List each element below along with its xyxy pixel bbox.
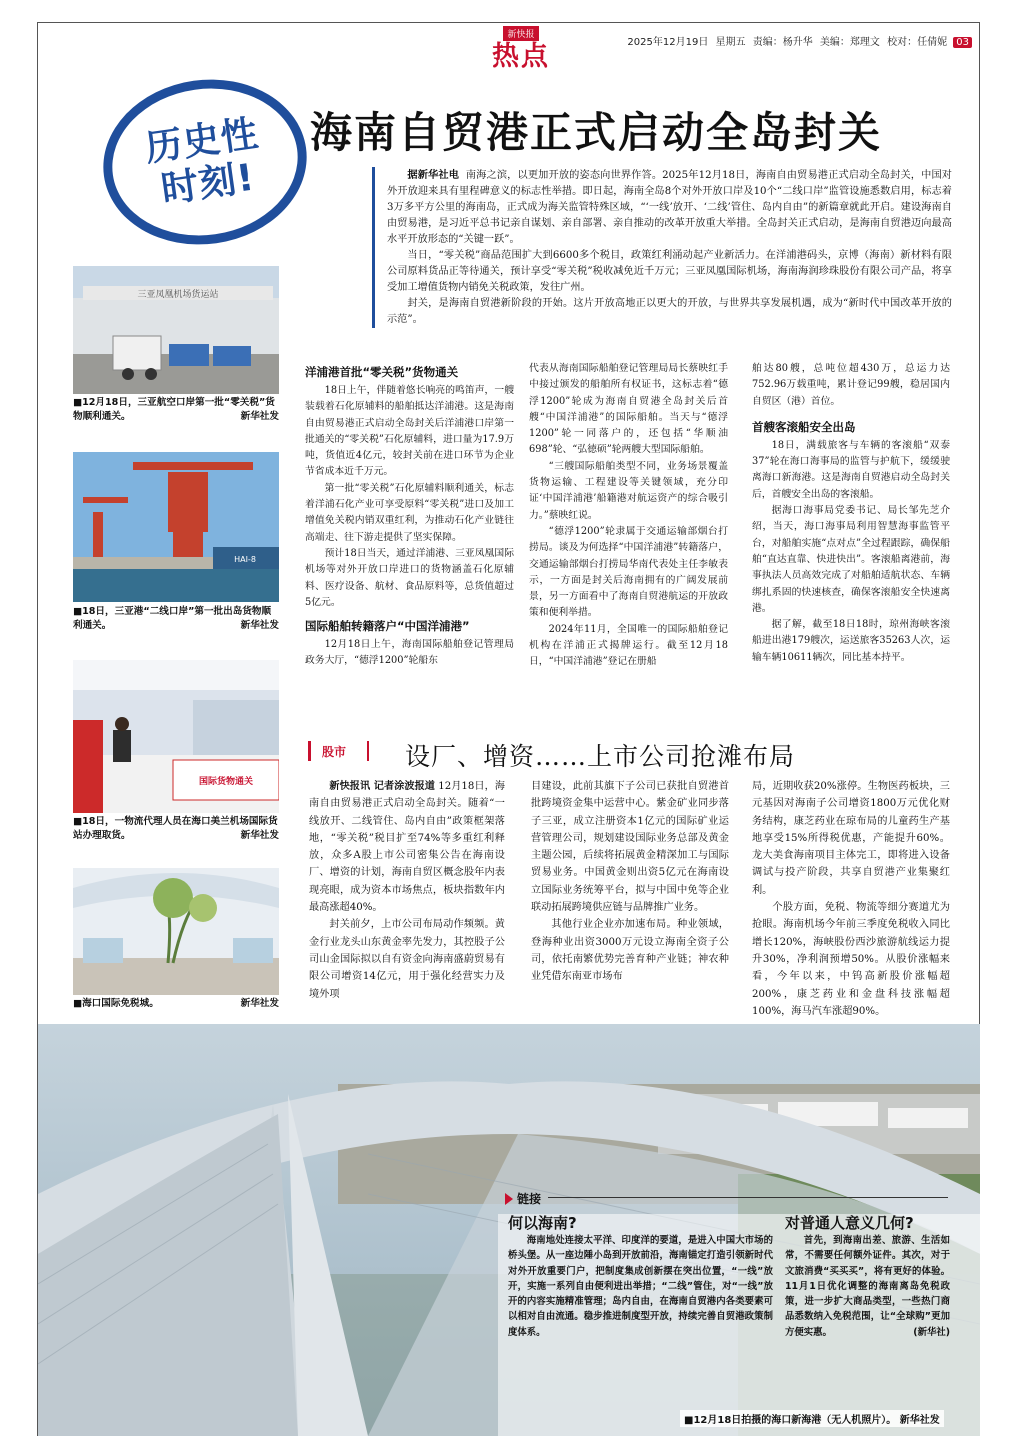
issue-weekday: 星期五 <box>715 37 746 48</box>
section-brand <box>490 22 552 73</box>
lead-article <box>372 167 952 328</box>
article-column-2: 代表从海南国际船舶登记管理局局长蔡映红手中接过颁发的船舶所有权证书，这标志着“德浮1200”轮成为海南自贸港全岛封关后首艘“中国洋浦港”的国际船舶。当天与“德浮1200”轮一同落户的，还包括“华顺油698”轮、“弘徳硕”轮两艘大型国际船舶。 “三艘国际船舶类型不同，业务场景覆盖货物运输、工程建设等关键领域，充分印证‘中国洋浦港’船籍港对航运资产的综合吸引力。”蔡映红说。 “德浮1200”轮隶属于交通运输部烟台打捞局。谈及为何选择“中国洋浦港”转籍落户，交通运输部烟台打捞局华南代表处主任李敏表示，一方面是封关后海南拥有的广阔发展前景，另一方面看中了海南自贸港航运的开放政策和便利举措。 2024年11月，全国唯一的国际船舶登记机构在洋浦正式揭牌运行。截至12月18日，“中国洋浦港”登记在册船 <box>529 363 728 668</box>
lead-paragraph-3: 封关，是海南自贸港新阶段的开始。这片开放高地正以更大的开放，与世界共享发展机遇，成为“新时代中国改革开放的示范”。 <box>387 298 952 325</box>
article-column-3: 舶达80艘，总吨位超430万，总运力达752.96万载重吨，累计登记99艘，稳居国内自贸区（港）首位。 首艘客滚船安全出岛 18日，满载旅客与车辆的客滚船“双泰37”轮在海口海事局的监管与护航下，缓缓驶离海口新海港。这是海南自贸港启动全岛封关后，首艘安全出岛的客滚船。 据海口海事局党委书记、局长邹先芝介绍，当天，海口海事局利用智慧海事监管平台，对船舶实施“点对点”全过程跟踪，确保船舶“直达直靠、快进快出”。客滚船离港前，海事执法人员高效完成了对船舶适航状态、车辆绑扎系固的快速核查，确保客滚船安全快速离港。 据了解，截至18日18时，琼州海峡客滚船进出港179艘次，运送旅客35263人次，运输车辆10611辆次，同比基本持平。 <box>752 363 950 663</box>
photo-sanya-airport <box>73 266 279 394</box>
airport-sign-text: 三亚凤凰机场货运站 <box>137 290 219 300</box>
market-column-2: 目建设，此前其旗下子公司已获批自贸港首批跨境资金集中运营中心。紫金矿业同步落子三亚，成立注册资本1亿元的国际矿业运营管理公司，规划建设国际业务总部及黄金主题公园，后续将拓展黄金精深加工与国际贸易业务。中国黄金则出资5亿元在海南设立国际业务统筹平台，拟与中国中免等企业联动拓展跨境供应链与品牌推广业务。 其他行业企业亦加速布局。种业领域，登海种业出资3000万元设立海南全资子公司，依托南繁优势完善育种产业链；神农种业凭借东南亚市场布 <box>531 781 729 983</box>
main-headline: 海南自贸港正式启动全岛封关 <box>310 108 883 157</box>
market-bar-right <box>367 741 369 761</box>
proof-credit: 校对：任倩妮 <box>887 37 948 48</box>
caption-xinhai-port: ■12月18日拍摄的海口新海港（无人机照片）。 新华社发 <box>680 1410 944 1427</box>
lead-source: 据新华社电 <box>407 169 460 181</box>
answer-meaning-for-people: 首先，到海南出差、旅游、生活如常，不需要任何额外证件。其次，对于文旅消费“买买买”，将有更好的体验。11月1日优化调整的海南离岛免税政策，进一步扩大商品类型，一些热门商品悉数纳入免税范围，让“全球购”更加方便实惠。 (新华社) <box>785 1233 950 1340</box>
badge-line-1: 历史性 <box>142 111 262 170</box>
market-column-1: 新快报讯 记者涂波报道 12月18日，海南自由贸易港正式启动全岛封关。随着“一线放开、二线管住、岛内自由”政策框架落地，“零关税”税目扩至74%等多重红利释放，众多A股上市公司密集公告在海南设厂、增资的计划，海南自贸区概念股年内表现亮眼，成为资本市场焦点，板块指数年内最高涨超40%。 封关前夕，上市公司布局动作频频。黄金行业龙头山东黄金率先发力，其控股子公司山金国际拟以自有资金向海南盛蔚贸易有限公司增资14亿元，用于强化经营实力及境外项 <box>309 780 505 1000</box>
editor-credit: 责编：杨升华 <box>752 37 813 48</box>
answer-why-hainan: 海南地处连接太平洋、印度洋的要道，是进入中国大市场的桥头堡。从一座边陲小岛到开放前沿，海南锚定打造引领新时代对外开放重要门户，把制度集成创新摆在突出位置，“一线”放开，实施一系列自由便利进出举措；“二线”管住，对“一线”放开的内容实施精准管理；岛内自由，在海南自贸港内各类要素可以相对自由流通。稳步推进制度型开放，持续完善自贸港政策制度体系。 <box>508 1235 773 1338</box>
subhead-ship-registry: 国际船舶转籍落户“中国洋浦港” <box>305 619 470 634</box>
page-number: 03 <box>953 37 972 48</box>
article-column-1: 洋浦港首批“零关税”货物通关 18日上午，伴随着悠长响亮的鸣笛声，一艘装载着石化原辅料的船舶抵达洋浦港。这是海南自由贸易港正式启动全岛封关后洋浦港口岸第一批通关的“零关税”石化原辅料，进口量为17.9万吨，货值近4亿元，较封关前在进口环节为企业节省成本近千万元。 第一批“零关税”石化原辅料顺利通关，标志着洋浦石化产业可享受原料“零关税”进口及加工增值免关税内销双重红利，为推动石化产业链往高端走、往下游走提供了坚实保障。 预计18日当天，通过洋浦港、三亚凤凰国际机场等对外开放口岸进口的货物涵盖石化原辅料、医疗设备、航材、食品原料等，总货值超过5亿元。 国际船舶转籍落户“中国洋浦港” 12月18日上午，海南国际船舶登记管理局政务大厅，“德浮1200”轮船东 <box>305 365 514 667</box>
badge-line-2: 时刻! <box>158 155 258 212</box>
link-triangle-icon <box>505 1193 513 1205</box>
link-credit: (新华社) <box>913 1326 950 1338</box>
caption-meilan-cargo: ■18日，一物流代理人员在海口美兰机场国际货站办理取货。 新华社发 <box>73 816 279 841</box>
caption-sanya-port: ■18日，三亚港“二线口岸”第一批出岛货物顺利通关。 新华社发 <box>73 606 279 631</box>
ship-name-text: HAI-8 <box>234 555 256 564</box>
market-column-3: 局，近期收获20%涨停。生物医药板块，三元基因对海南子公司增资1800万元优化财务结构，康芝药业在琼布局的儿童药生产基地享受15%所得税优惠，产能提升60%。龙大美食海南项目主体完工，即将进入设备调试与投产阶段，共享自贸港产业集聚红利。 个股方面，免税、物流等细分赛道尤为抢眼。海南机场今年前三季度免税收入同比增长120%，海峡股份西沙旅游航线运力提升30%，净利润预增50%。从股价涨幅来看，今年以来，中钨高新股价涨幅超200%，康芝药业和金盘科技涨幅超100%，海马汽车涨超90%。 <box>752 781 950 1017</box>
lead-paragraph-1: 南海之滨，以更加开放的姿态向世界作答。2025年12月18日，海南自由贸易港正式启动全岛封关，中国对外开放迎来具有里程碑意义的标志性举措。即日起，海南全岛8个对外开放口岸及10个“二线口岸”监管设施悉数启用，标志着3万多平方公里的海南岛，正式成为海关监管特殊区域，“‘一线’放开、‘二线’管住、岛内自由”的新篇章就此开启。建设海南自由贸易港，是习近平总书记亲自谋划、亲自部署、亲自推动的改革开放重大举措。全岛封关正式启动，是海南自贸港迈向最高水平开放形态的“关键一跃”。 <box>387 170 952 245</box>
photo-meilan-cargo <box>73 660 279 813</box>
question-meaning-for-people: 对普通人意义几何? <box>785 1214 914 1232</box>
brand-tag: 新快报 <box>503 26 538 41</box>
section-title: 热点 <box>492 41 550 72</box>
market-bar <box>308 741 311 761</box>
link-section-tag: 链接 <box>505 1190 541 1207</box>
market-headline: 设厂、增资……上市公司抢滩布局 <box>405 742 796 771</box>
issue-date: 2025年12月19日 <box>627 37 709 48</box>
photo-duty-free <box>73 868 279 995</box>
cargo-sign-text: 国际货物通关 <box>198 777 254 787</box>
link-divider <box>548 1197 948 1198</box>
page-info <box>623 33 972 48</box>
caption-duty-free: ■海口国际免税城。 新华社发 <box>73 998 279 1009</box>
designer-credit: 美编：郑理文 <box>819 37 880 48</box>
caption-sanya-airport: ■12月18日，三亚航空口岸第一批“零关税”货物顺利通关。 新华社发 <box>73 397 279 422</box>
subhead-yangpu-first-batch: 洋浦港首批“零关税”货物通关 <box>305 365 459 379</box>
photo-sanya-port <box>73 452 279 602</box>
market-label: 股市 <box>322 745 347 759</box>
lead-paragraph-2: 当日，“零关税”商品范围扩大到6600多个税目，政策红利涌动起产业新活力。在洋浦港码头，京博（海南）新材料有限公司原料货品正等待通关，预计享受“零关税”税收减免近千万元；三亚凤凰国际机场，海南海润珍珠股份有限公司产品，将享受加工增值货物内销免关税政策，发往广州。 <box>387 250 952 293</box>
market-lead-source: 新快报讯 记者涂波报道 <box>329 780 435 792</box>
subhead-first-ferry: 首艘客滚船安全出岛 <box>752 419 856 434</box>
question-why-hainan: 何以海南? <box>508 1214 577 1232</box>
